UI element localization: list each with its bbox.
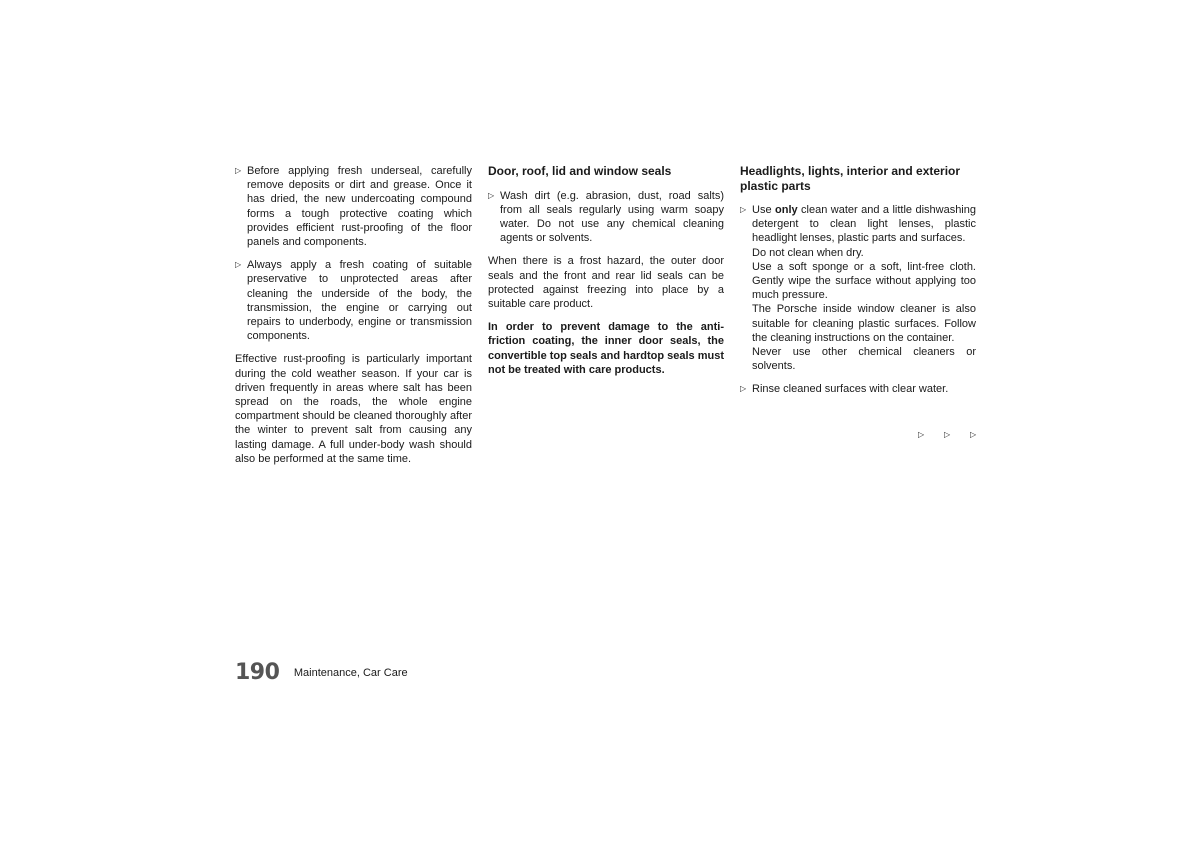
page-number: 190 xyxy=(235,660,280,685)
continue-arrows xyxy=(918,430,996,439)
page-footer xyxy=(235,660,408,685)
plastic-parts-heading: Headlights, lights, interior and exterior plastic parts xyxy=(740,164,961,193)
bullet-line-2: Do not clean when dry. xyxy=(752,246,864,259)
triangle-bullet-icon: ▷ xyxy=(740,205,747,214)
bullet-line-1 xyxy=(752,203,976,246)
bullet-underseal xyxy=(235,164,472,249)
column-3 xyxy=(740,164,976,406)
text-prefix: Use xyxy=(752,204,775,216)
warning-paragraph: In order to prevent damage to the anti-friction coating, the inner door seals, the convertible top seals and hardtop seals must not be treated with care products. xyxy=(488,321,724,376)
bullet-text: Wash dirt (e.g. abrasion, dust, road salts) from all seals regularly using warm soapy water. Do not use any chemical cleaning agents or solvents. xyxy=(500,189,724,245)
seals-heading: Door, roof, lid and window seals xyxy=(488,164,672,178)
bullet-cleaning-lenses xyxy=(740,203,976,373)
text-rest: clean water and a little dishwashing detergent to clean light lenses, plastic headlight lenses, plastic parts and surfaces. xyxy=(752,204,976,245)
continue-arrow-icon: ▷ xyxy=(970,430,977,439)
triangle-bullet-icon: ▷ xyxy=(488,190,495,200)
bullet-preservative xyxy=(235,258,472,343)
triangle-bullet-icon: ▷ xyxy=(740,384,747,394)
emphasis-only: only xyxy=(775,204,798,216)
bullet-rinse xyxy=(740,382,976,396)
continue-arrow-icon: ▷ xyxy=(918,430,925,439)
bullet-text: Before applying fresh underseal, carefully remove deposits or dirt and grease. Once it has dried, the new undercoating compound forms a tough protective coating which provides efficient rust-proofing of the floor panels and components. xyxy=(247,165,472,249)
column-1 xyxy=(235,164,472,475)
triangle-bullet-icon: ▷ xyxy=(235,166,242,175)
bullet-line-3: Use a soft sponge or a soft, lint-free cloth. Gently wipe the surface without applying too much pressure. xyxy=(752,260,976,302)
bullet-line-4: The Porsche inside window cleaner is also suitable for cleaning plastic surfaces. Follow the cleaning instructions on the container. xyxy=(752,303,976,344)
bullet-text: Always apply a fresh coating of suitable preservative to unprotected areas after cleaning the underside of the body, the transmission, the engine or carrying out repairs to underbody, engine or transmission components. xyxy=(247,259,472,343)
bullet-line-5: Never use other chemical cleaners or solvents. xyxy=(752,346,976,373)
bullet-wash-seals xyxy=(488,189,724,246)
rust-proofing-paragraph: Effective rust-proofing is particularly important during the cold weather season. If your car is driven frequently in areas where salt has been spread on the roads, the whole engine compartment should be cleaned thoroughly after the winter to prevent salt from causing any lasting damage. A full under-body wash should also be performed at the same time. xyxy=(235,353,472,465)
continue-arrow-icon: ▷ xyxy=(944,430,951,439)
bullet-text: Rinse cleaned surfaces with clear water. xyxy=(752,383,949,396)
column-2 xyxy=(488,164,724,386)
frost-paragraph: When there is a frost hazard, the outer door seals and the front and rear lid seals can be protected against freezing into place by a suitable care product. xyxy=(488,255,724,310)
triangle-bullet-icon: ▷ xyxy=(235,260,242,270)
section-title: Maintenance, Car Care xyxy=(293,667,408,679)
